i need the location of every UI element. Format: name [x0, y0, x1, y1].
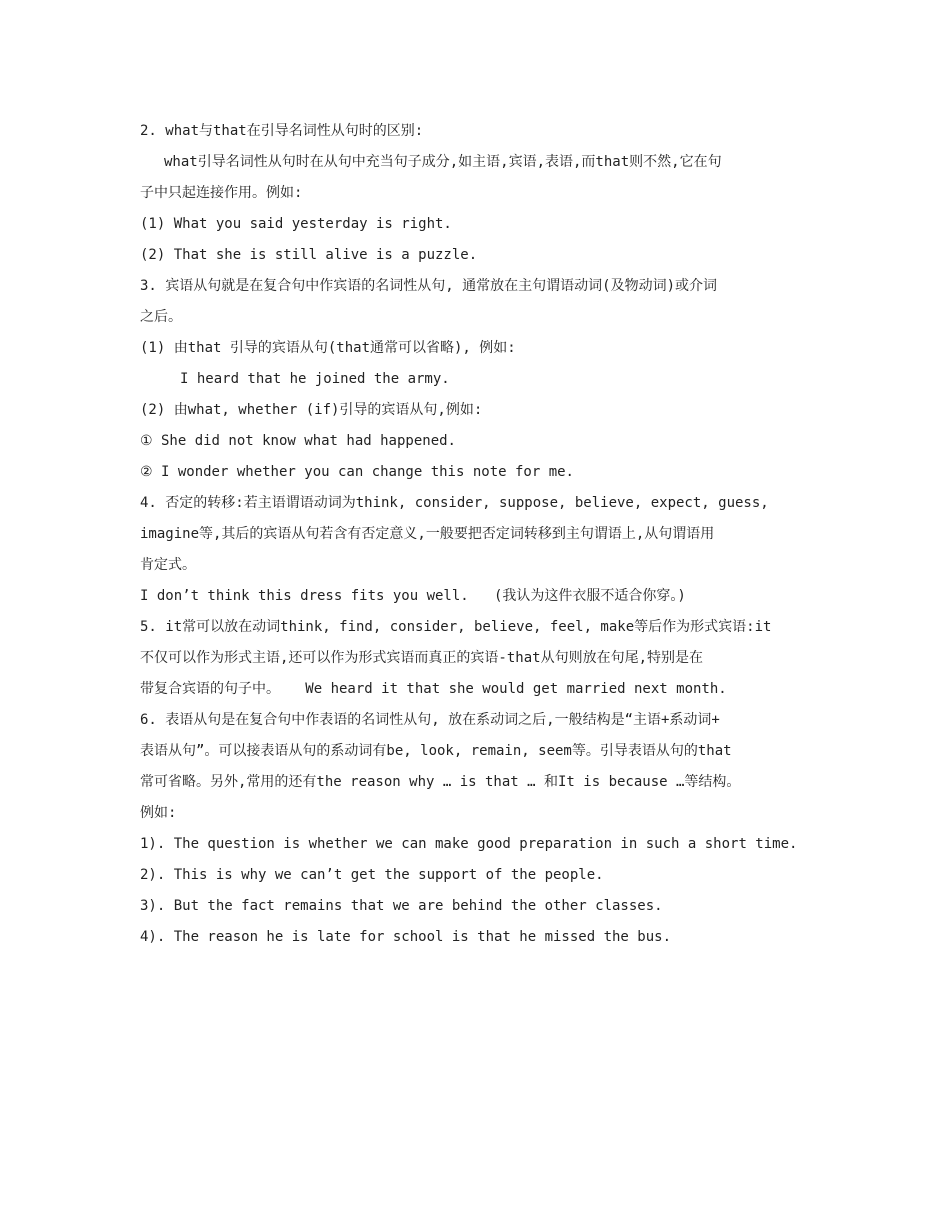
heading-point-2: 2. what与that在引导名词性从句时的区别:: [140, 123, 424, 139]
heading-point-3: 3. 宾语从句就是在复合句中作宾语的名词性从句, 通常放在主句谓语动词(及物动词)或介词: [140, 278, 717, 294]
example-sentence: ② I wonder whether you can change this note for me.: [140, 464, 574, 480]
example-sentence: I heard that he joined the army.: [180, 371, 450, 387]
heading-point-4: 4. 否定的转移:若主语谓语动词为think, consider, suppose, believe, expect, guess,: [140, 495, 769, 511]
subpoint-line: (2) 由what, whether (if)引导的宾语从句,例如:: [140, 402, 483, 418]
paragraph-line: 例如:: [140, 805, 177, 821]
paragraph-line: 肯定式。: [140, 557, 196, 573]
subpoint-line: (1) 由that 引导的宾语从句(that通常可以省略), 例如:: [140, 340, 516, 356]
example-sentence: I don’t think this dress fits you well. (我认为这件衣服不适合你穿。): [140, 588, 686, 604]
paragraph-line: 子中只起连接作用。例如:: [140, 185, 303, 201]
example-sentence: ① She did not know what had happened.: [140, 433, 456, 449]
paragraph-line: 带复合宾语的句子中。 We heard it that she would get married next month.: [140, 681, 727, 697]
example-sentence: 3). But the fact remains that we are behind the other classes.: [140, 898, 663, 914]
paragraph-line: 之后。: [140, 309, 182, 325]
paragraph-line: 不仅可以作为形式主语,还可以作为形式宾语而真正的宾语-that从句则放在句尾,特别是在: [140, 650, 703, 666]
example-sentence: 1). The question is whether we can make good preparation in such a short time.: [140, 836, 798, 852]
heading-point-6: 6. 表语从句是在复合句中作表语的名词性从句, 放在系动词之后,一般结构是“主语+系动词+: [140, 712, 720, 728]
example-sentence: (2) That she is still alive is a puzzle.: [140, 247, 478, 263]
example-sentence: 4). The reason he is late for school is that he missed the bus.: [140, 929, 672, 945]
heading-point-5: 5. it常可以放在动词think, find, consider, believe, feel, make等后作为形式宾语:it: [140, 619, 772, 635]
paragraph-line: 常可省略。另外,常用的还有the reason why … is that … 和It is because …等结构。: [140, 774, 741, 790]
paragraph-line: 表语从句”。可以接表语从句的系动词有be, look, remain, seem等。引导表语从句的that: [140, 743, 732, 759]
example-sentence: 2). This is why we can’t get the support of the people.: [140, 867, 604, 883]
paragraph-line: imagine等,其后的宾语从句若含有否定意义,一般要把否定词转移到主句谓语上,从句谓语用: [140, 526, 715, 542]
example-sentence: (1) What you said yesterday is right.: [140, 216, 452, 232]
document-body: [140, 116, 808, 953]
paragraph-line: what引导名词性从句时在从句中充当句子成分,如主语,宾语,表语,而that则不然,它在句: [164, 154, 722, 170]
